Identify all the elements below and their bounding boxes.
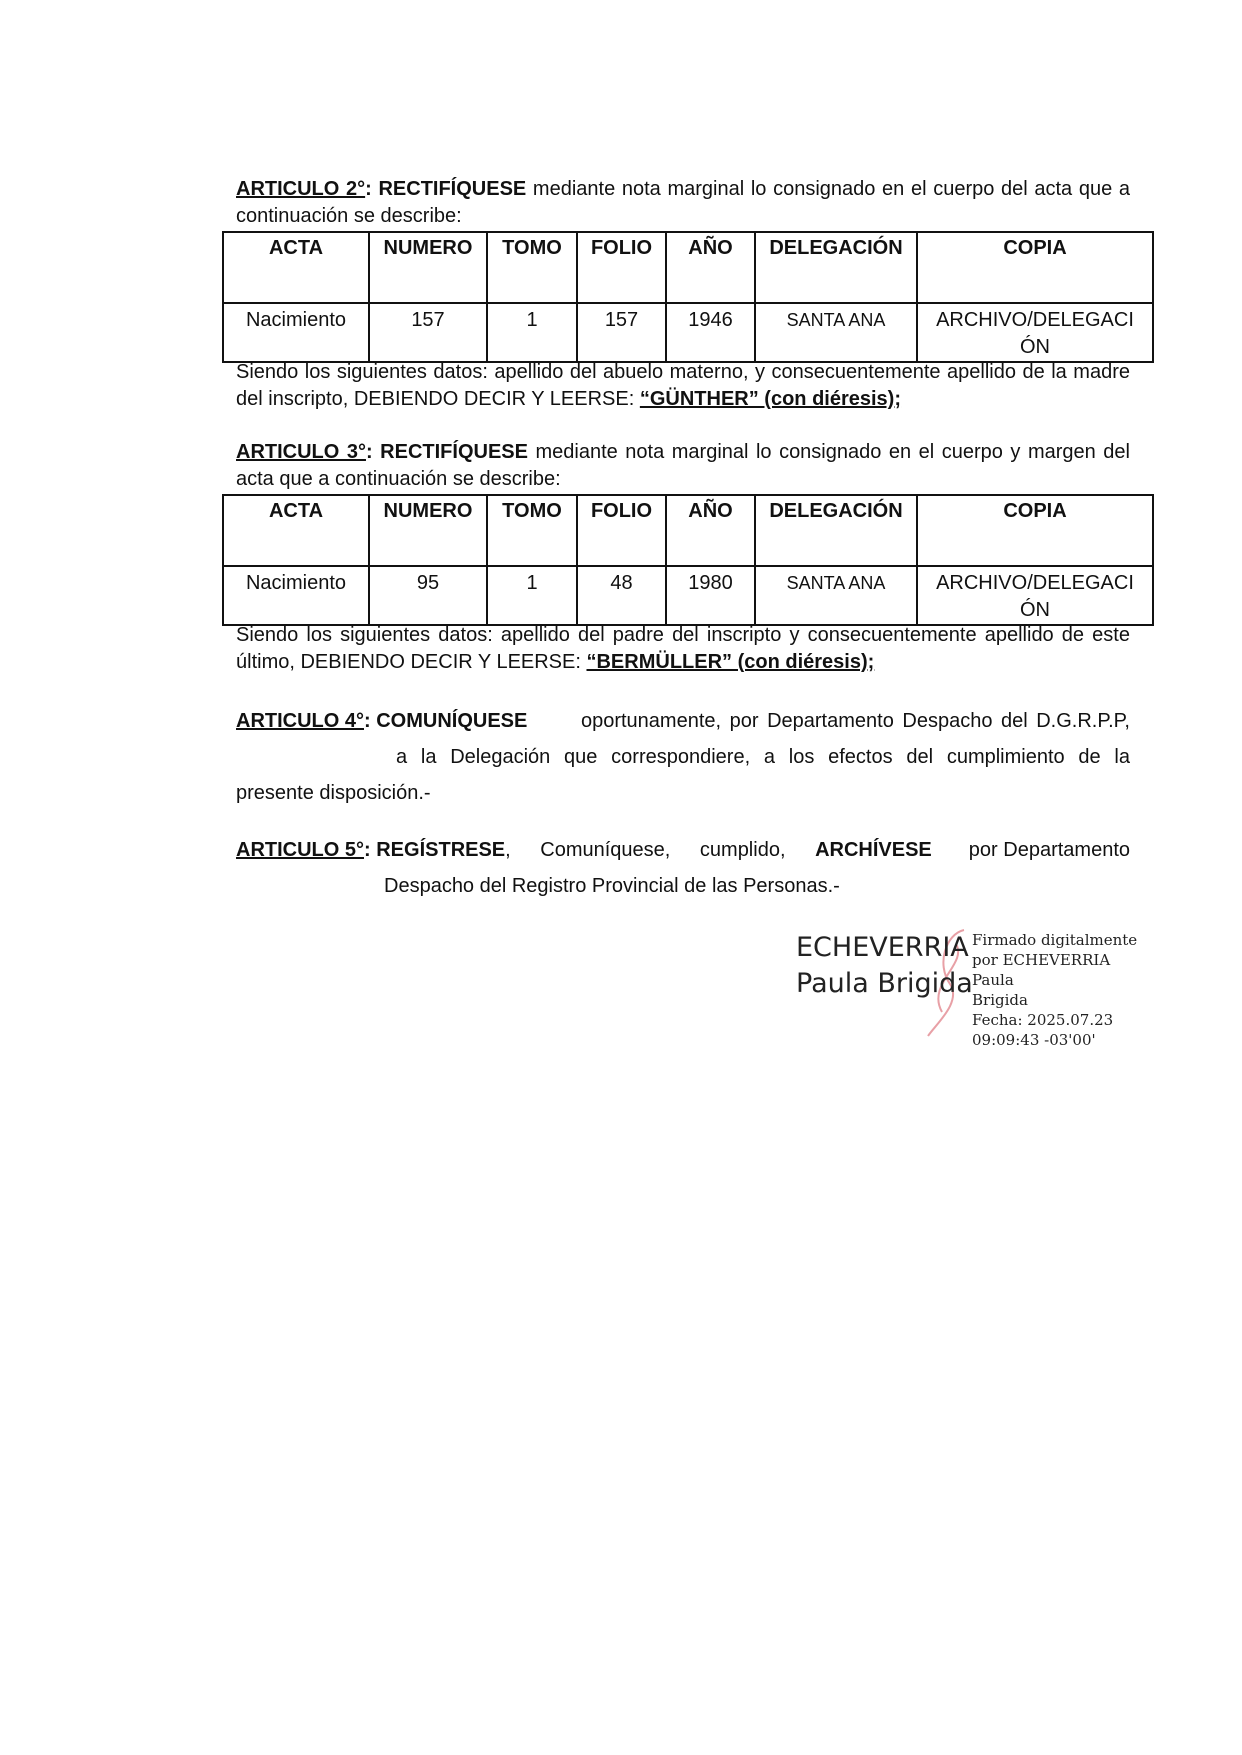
signer-surname: ECHEVERRIA — [796, 932, 969, 963]
article-3-text: mediante nota marginal lo consignado en el cuerpo y margen del acta que a continuación se describe: — [236, 441, 1130, 490]
header-acta: ACTA — [223, 232, 369, 303]
signature-date: Fecha: 2025.07.23 — [972, 1011, 1114, 1029]
cell-acta: Nacimiento — [223, 566, 369, 625]
article-2-data — [236, 359, 1130, 413]
article-4-colon: : — [364, 710, 371, 732]
article-2-intro — [236, 176, 1130, 230]
article-5-heading: ARTICULO 5° — [236, 839, 364, 861]
article-4 — [236, 703, 1130, 811]
article-5 — [236, 832, 1130, 904]
article-3-heading: ARTICULO 3° — [236, 441, 366, 463]
header-tomo: TOMO — [487, 495, 577, 566]
article-5-mid: , Comuníquese, cumplido, — [505, 839, 816, 861]
cell-copia: ARCHIVO/DELEGACI ÓN — [917, 566, 1153, 625]
table-row — [223, 566, 1153, 625]
article-5-line-2: Despacho del Registro Provincial de las Personas.- — [384, 875, 840, 897]
header-anio: AÑO — [666, 495, 755, 566]
article-4-line-3: presente disposición.- — [236, 782, 431, 804]
article-2-colon: : — [365, 178, 372, 200]
digital-signature — [796, 930, 1196, 1050]
article-5-line-1 — [236, 832, 1130, 868]
signer-given-names: Paula Brigida — [796, 968, 973, 999]
header-delegacion: DELEGACIÓN — [755, 232, 917, 303]
article-2-text: mediante nota marginal lo consignado en el cuerpo del acta que a continuación se describe: — [236, 178, 1131, 227]
article-3-colon: : — [365, 441, 373, 463]
article-2-verb: RECTIFÍQUESE — [378, 178, 527, 200]
article-3-data — [236, 622, 1130, 676]
cell-folio: 157 — [577, 303, 666, 362]
signature-detail-line: Brigida — [972, 991, 1028, 1009]
signer-name — [796, 930, 973, 1002]
article-3-correction: “BERMÜLLER” (con diéresis); — [586, 651, 875, 673]
article-5-tail: por Departamento — [968, 839, 1130, 861]
article-3-verb: RECTIFÍQUESE — [380, 441, 528, 463]
article-4-verb: COMUNÍQUESE — [376, 710, 528, 732]
signature-detail-line: Firmado digitalmente — [972, 931, 1138, 949]
header-numero: NUMERO — [369, 495, 487, 566]
cell-tomo: 1 — [487, 566, 577, 625]
header-copia: COPIA — [917, 232, 1153, 303]
article-2-table — [222, 231, 1154, 363]
cell-numero: 157 — [369, 303, 487, 362]
header-numero: NUMERO — [369, 232, 487, 303]
article-3-after-text: Siendo los siguientes datos: apellido del padre del inscripto y consecuentemente apellido de este último, DEBIENDO DECIR Y LEERSE: — [236, 624, 1130, 673]
article-4-line-1-text: oportunamente, por Departamento Despacho del D.G.R.P.P, — [580, 710, 1130, 732]
header-delegacion: DELEGACIÓN — [755, 495, 917, 566]
signature-detail-line: por ECHEVERRIA Paula — [972, 951, 1111, 989]
cell-acta: Nacimiento — [223, 303, 369, 362]
cell-numero: 95 — [369, 566, 487, 625]
cell-copia: ARCHIVO/DELEGACI ÓN — [917, 303, 1153, 362]
article-2-after-text: Siendo los siguientes datos: apellido del abuelo materno, y consecuentemente apellido de la madre del inscripto, DEBIENDO DECIR Y LEERSE: — [236, 361, 1130, 410]
table-header-row — [223, 495, 1153, 566]
header-folio: FOLIO — [577, 232, 666, 303]
header-anio: AÑO — [666, 232, 755, 303]
article-4-line-1 — [236, 703, 1130, 739]
table-row — [223, 303, 1153, 362]
cell-folio: 48 — [577, 566, 666, 625]
table-header-row — [223, 232, 1153, 303]
article-3-intro — [236, 439, 1130, 493]
header-copia: COPIA — [917, 495, 1153, 566]
cell-anio: 1946 — [666, 303, 755, 362]
signature-time: 09:09:43 -03'00' — [972, 1031, 1096, 1049]
signature-details — [972, 930, 1152, 1050]
article-3-table — [222, 494, 1154, 626]
article-2-correction: “GÜNTHER” (con diéresis); — [639, 388, 902, 410]
header-tomo: TOMO — [487, 232, 577, 303]
cell-anio: 1980 — [666, 566, 755, 625]
cell-tomo: 1 — [487, 303, 577, 362]
article-4-line-2: a la Delegación que correspondiere, a los efectos del cumplimiento de la — [396, 746, 1130, 768]
article-5-verb-register: REGÍSTRESE — [376, 839, 506, 861]
cell-delegacion: SANTA ANA — [755, 566, 917, 625]
header-folio: FOLIO — [577, 495, 666, 566]
article-2-heading: ARTICULO 2° — [236, 178, 366, 200]
header-acta: ACTA — [223, 495, 369, 566]
article-4-heading: ARTICULO 4° — [236, 710, 364, 732]
article-5-colon: : — [364, 839, 371, 861]
article-5-verb-archive: ARCHÍVESE — [815, 839, 932, 861]
cell-delegacion: SANTA ANA — [755, 303, 917, 362]
